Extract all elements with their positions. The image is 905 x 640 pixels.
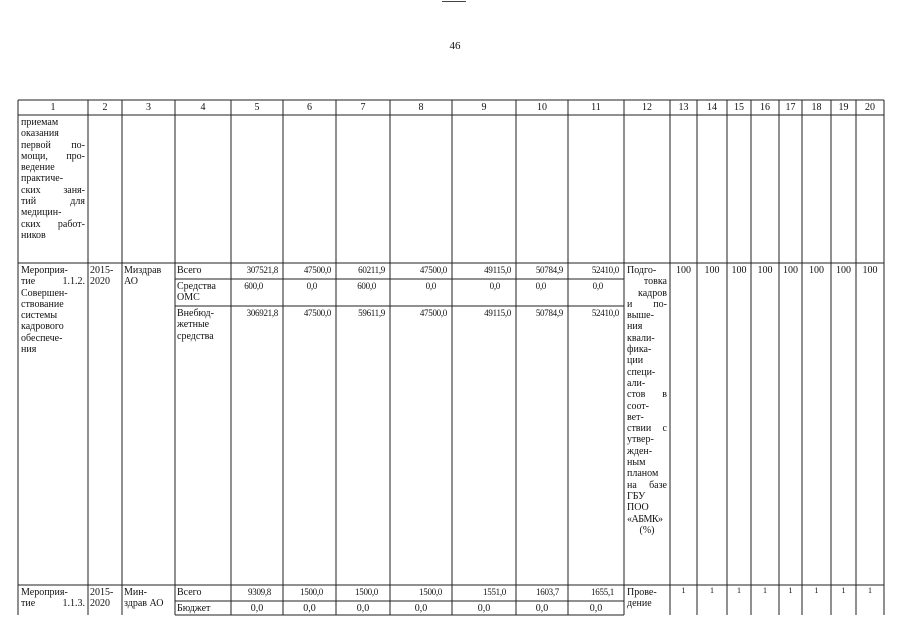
value-cell: 60211,9 bbox=[358, 265, 385, 275]
page-number: 46 bbox=[449, 40, 461, 52]
value-cell: 600,0 bbox=[244, 281, 263, 291]
header-cell: 17 bbox=[785, 102, 796, 113]
value-cell: 306921,8 bbox=[246, 308, 278, 318]
target-cell: 1 bbox=[710, 586, 714, 595]
value-cell: 0,0 bbox=[535, 281, 546, 291]
value-cell: 52410,0 bbox=[591, 308, 619, 318]
measure-1-1-2-period: 2015- 2020 bbox=[90, 265, 114, 288]
header-cell: 7 bbox=[360, 102, 366, 113]
value-cell: 1655,1 bbox=[591, 587, 614, 597]
value-cell: 1500,0 bbox=[355, 587, 378, 597]
value-cell: 0,0 bbox=[477, 603, 491, 614]
header-cell: 18 bbox=[811, 102, 822, 113]
header-cell: 2 bbox=[102, 102, 108, 113]
header-cell: 10 bbox=[537, 102, 547, 113]
value-cell: 1500,0 bbox=[300, 587, 323, 597]
value-cell: 600,0 bbox=[357, 281, 376, 291]
target-cell: 100 bbox=[783, 265, 798, 276]
target-cell: 100 bbox=[836, 265, 851, 276]
value-cell: 47500,0 bbox=[303, 265, 331, 275]
target-cell: 1 bbox=[737, 586, 741, 595]
value-cell: 0,0 bbox=[589, 603, 603, 614]
target-cell: 1 bbox=[814, 586, 819, 595]
value-cell: 1500,0 bbox=[419, 587, 442, 597]
value-cell: 0,0 bbox=[250, 603, 264, 614]
value-cell: 0,0 bbox=[306, 281, 317, 291]
measure-1-1-2-executor: Миздрав АО bbox=[124, 265, 162, 288]
target-cell: 100 bbox=[676, 265, 691, 276]
measure-1-1-3-period: 2015- 2020 bbox=[90, 587, 114, 610]
measure-1-1-2-indicator: Подго- товка кадров и по- выше- ния квали- фика- ции специ- али- стов в соот- вет- ствии с утвер- жден- ным планом на базе ГБУ ПОО «АБМК» (%) bbox=[627, 265, 667, 536]
value-cell: 47500,0 bbox=[303, 308, 331, 318]
header-cell: 20 bbox=[865, 102, 875, 113]
value-cell: 49115,0 bbox=[484, 308, 511, 318]
target-cell: 100 bbox=[862, 265, 878, 276]
value-cell: 1551,0 bbox=[483, 587, 506, 597]
value-cell: 0,0 bbox=[414, 603, 428, 614]
value-cell: 0,0 bbox=[303, 603, 316, 614]
value-cell: 0,0 bbox=[425, 281, 436, 291]
header-cell: 4 bbox=[200, 102, 206, 113]
target-cell: 1 bbox=[841, 586, 846, 595]
header-cell: 12 bbox=[642, 102, 652, 113]
value-cell: 307521,8 bbox=[246, 265, 278, 275]
value-cell: 0,0 bbox=[356, 603, 370, 614]
measure-1-1-2-title: Мероприя- тие 1.1.2. Совершен- ствование системы кадрового обеспече- ния bbox=[21, 265, 85, 356]
value-cell: 49115,0 bbox=[484, 265, 511, 275]
value-cell: 0,0 bbox=[535, 603, 549, 614]
header-cell: 5 bbox=[254, 102, 260, 113]
target-cell: 100 bbox=[809, 265, 824, 276]
target-cell: 100 bbox=[731, 265, 747, 276]
continuation-measure-text: приемам оказания первой по- мощи, про- ведение практиче- ских заня- тий для медицин- ских работ- ников bbox=[21, 117, 85, 241]
header-cell: 6 bbox=[307, 102, 312, 113]
row-label-budget: Бюджет bbox=[177, 603, 211, 614]
header-cell: 15 bbox=[734, 102, 744, 113]
value-cell: 59611,9 bbox=[358, 308, 385, 318]
value-cell: 52410,0 bbox=[591, 265, 619, 275]
target-cell: 1 bbox=[763, 586, 767, 595]
header-cell: 8 bbox=[418, 102, 424, 113]
value-cell: 50784,9 bbox=[535, 308, 563, 318]
value-cell: 1603,7 bbox=[536, 587, 559, 597]
row-label-oms: Средства ОМС bbox=[177, 281, 216, 304]
row-label-total: Всего bbox=[177, 265, 202, 276]
header-cell: 1 bbox=[50, 102, 56, 113]
header-cell: 14 bbox=[707, 102, 717, 113]
header-cell: 19 bbox=[838, 102, 849, 113]
header-cell: 11 bbox=[591, 102, 601, 113]
value-cell: 9309,8 bbox=[248, 587, 271, 597]
target-cell: 1 bbox=[788, 586, 793, 595]
measure-1-1-3-indicator: Прове- дение bbox=[627, 587, 657, 610]
target-cell: 1 bbox=[681, 586, 686, 595]
header-cell: 13 bbox=[678, 102, 689, 113]
value-cell: 47500,0 bbox=[419, 265, 447, 275]
row-label-extrabudget: Внебюд- жетные средства bbox=[177, 308, 214, 342]
header-cell: 3 bbox=[146, 102, 151, 113]
header-cell: 9 bbox=[481, 102, 487, 113]
target-cell: 100 bbox=[757, 265, 773, 276]
measure-1-1-3-title: Мероприя- тие 1.1.3. bbox=[21, 587, 85, 610]
row-label-total: Всего bbox=[177, 587, 202, 598]
measure-1-1-3-executor: Мин- здрав АО bbox=[124, 587, 164, 610]
value-cell: 0,0 bbox=[489, 281, 500, 291]
header-cell: 16 bbox=[760, 102, 770, 113]
target-cell: 1 bbox=[868, 586, 872, 595]
value-cell: 50784,9 bbox=[535, 265, 563, 275]
target-cell: 100 bbox=[704, 265, 720, 276]
value-cell: 0,0 bbox=[592, 281, 603, 291]
value-cell: 47500,0 bbox=[419, 308, 447, 318]
